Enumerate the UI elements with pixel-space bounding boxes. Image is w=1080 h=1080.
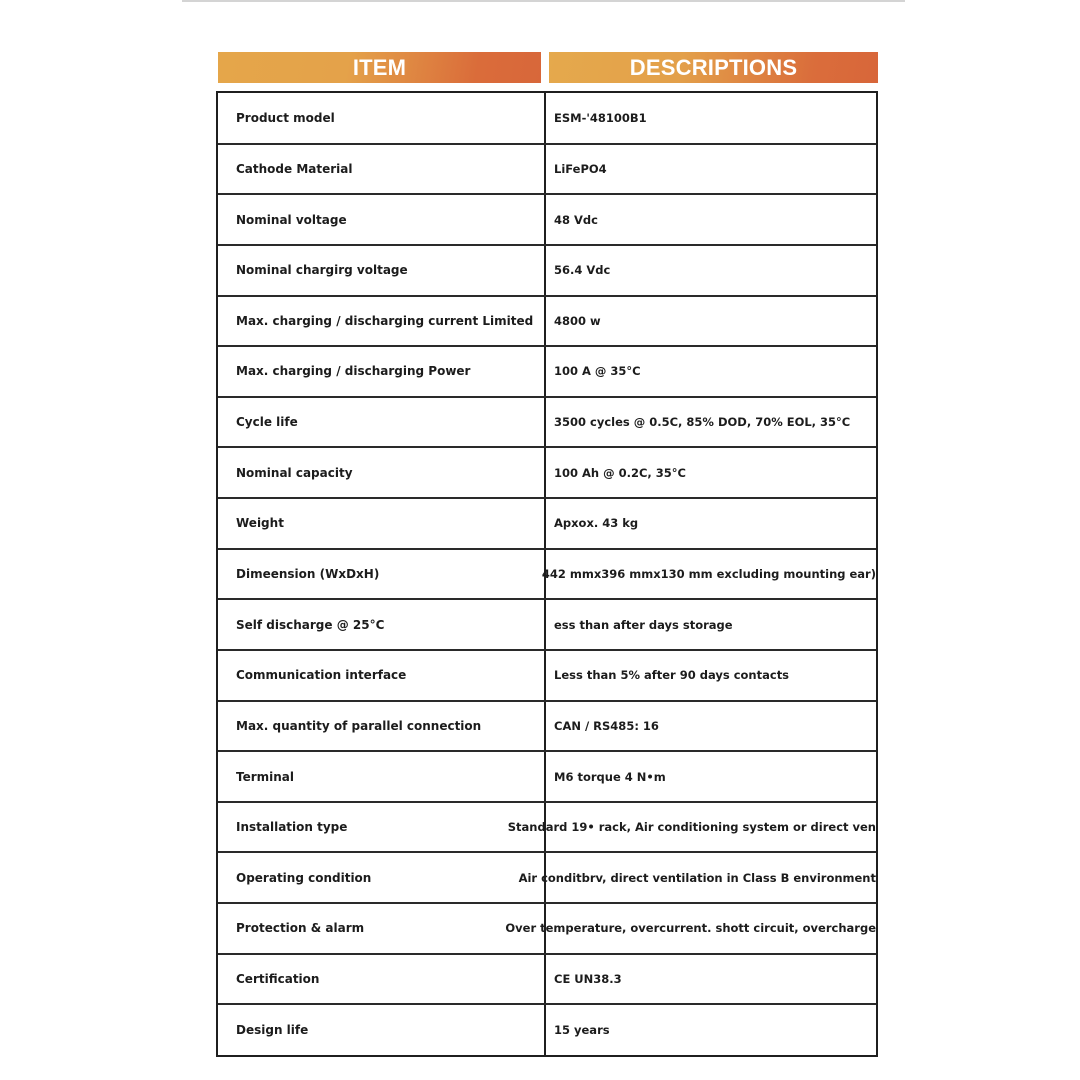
table-row [218,498,876,549]
item-cell: Nominal chargirg voltage [236,263,408,278]
column-header-descriptions: DESCRIPTIONS [549,52,878,83]
table-row [218,650,876,701]
row-divider [218,851,876,853]
item-cell: Max. charging / discharging current Limited [236,313,534,328]
table-row [218,397,876,448]
row-divider [218,396,876,398]
column-header-item: ITEM [218,52,541,83]
item-cell: Design life [236,1022,309,1037]
table-row [218,245,876,296]
description-cell: ess than after days storage [554,617,733,632]
item-cell: Max. quantity of parallel connection [236,718,482,733]
description-cell: Over temperature, overcurrent. shott circuit, overcharge [505,921,876,936]
table-row [218,346,876,397]
description-cell: ESM-'48100B1 [554,111,647,126]
row-divider [218,244,876,246]
row-divider [218,598,876,600]
description-cell: CAN / RS485: 16 [554,718,659,733]
table-row [218,447,876,498]
item-cell: Installation type [236,820,348,835]
table-row [218,954,876,1005]
top-divider [182,0,905,2]
description-cell: 3500 cycles @ 0.5C, 85% DOD, 70% EOL, 35°C [554,415,851,430]
specifications-table [216,91,878,1057]
row-divider [218,143,876,145]
row-divider [218,700,876,702]
description-cell: CE UN38.3 [554,972,622,987]
description-cell: 15 years [554,1022,610,1037]
item-cell: Max. charging / discharging Power [236,364,471,379]
item-cell: Weight [236,516,284,531]
row-divider [218,953,876,955]
table-row [218,751,876,802]
description-cell: M6 torque 4 N•m [554,769,666,784]
description-cell: 100 A @ 35°C [554,364,641,379]
description-cell: Apxox. 43 kg [554,516,639,531]
description-cell: 56.4 Vdc [554,263,611,278]
row-divider [218,801,876,803]
description-cell: 100 Ah @ 0.2C, 35°C [554,465,686,480]
table-row [218,93,876,144]
table-row [218,852,876,903]
table-row [218,903,876,954]
description-cell: Air conditbrv, direct ventilation in Class B environment [518,870,876,885]
table-row [218,296,876,347]
row-divider [218,1003,876,1005]
table-row [218,1004,876,1055]
item-cell: Communication interface [236,668,407,683]
item-cell: Product model [236,111,335,126]
table-row [218,701,876,752]
table-row [218,194,876,245]
row-divider [218,193,876,195]
row-divider [218,497,876,499]
table-row [218,599,876,650]
description-cell: LiFePO4 [554,161,607,176]
item-cell: Dimeension (WxDxH) [236,566,380,581]
item-cell: Operating condition [236,870,372,885]
description-cell: 442 mmx396 mmx130 mm excluding mounting ear) [541,566,876,581]
row-divider [218,902,876,904]
description-cell: Standard 19• rack, Air conditioning system or direct ven [507,820,876,835]
description-cell: 4800 w [554,313,601,328]
item-cell: Self discharge @ 25°C [236,617,385,632]
row-divider [218,750,876,752]
table-row [218,802,876,853]
item-cell: Nominal voltage [236,212,347,227]
table-row [218,549,876,600]
table-row [218,144,876,195]
row-divider [218,295,876,297]
row-divider [218,649,876,651]
item-cell: Cycle life [236,415,298,430]
description-cell: Less than 5% after 90 days contacts [554,668,790,683]
row-divider [218,446,876,448]
item-cell: Certification [236,972,320,987]
item-cell: Protection & alarm [236,921,365,936]
row-divider [218,345,876,347]
item-cell: Terminal [236,769,295,784]
item-cell: Cathode Material [236,161,353,176]
row-divider [218,548,876,550]
item-cell: Nominal capacity [236,465,353,480]
description-cell: 48 Vdc [554,212,598,227]
